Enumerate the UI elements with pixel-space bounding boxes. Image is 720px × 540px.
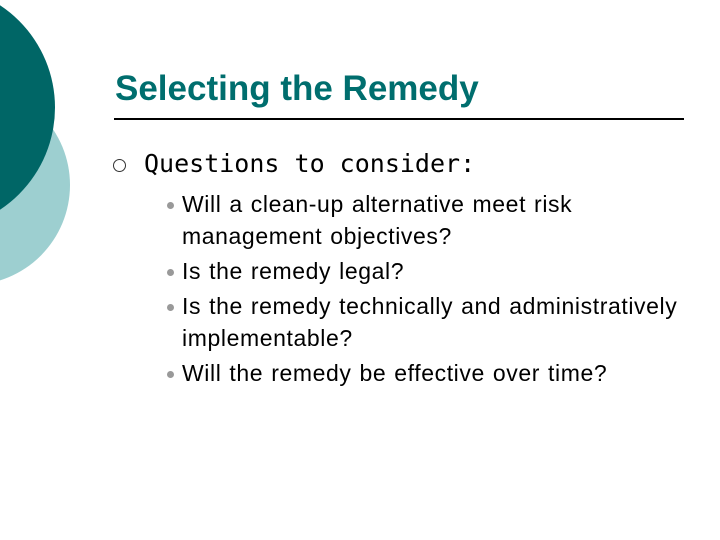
dot-bullet-icon [167, 371, 174, 378]
sub-bullet-item [167, 290, 687, 354]
sub-bullet-item [167, 255, 687, 287]
main-bullet [113, 146, 475, 182]
sub-bullet-item [167, 188, 687, 252]
dot-bullet-icon [167, 202, 174, 209]
sub-bullet-list [167, 188, 687, 389]
title-underline [114, 118, 684, 120]
dot-bullet-icon [167, 269, 174, 276]
dot-bullet-icon [167, 304, 174, 311]
sub-bullet-text: Is the remedy technically and administratively implementable? [182, 293, 678, 351]
sub-bullet-text: Will a clean-up alternative meet risk management objectives? [182, 191, 573, 249]
sub-bullet-item [167, 357, 687, 389]
main-bullet-text: Questions to consider: [144, 149, 476, 178]
sub-bullet-text: Will the remedy be effective over time? [182, 360, 608, 386]
sub-bullet-text: Is the remedy legal? [182, 258, 405, 284]
hollow-circle-bullet-icon [113, 159, 126, 172]
slide-title: Selecting the Remedy [115, 69, 479, 108]
